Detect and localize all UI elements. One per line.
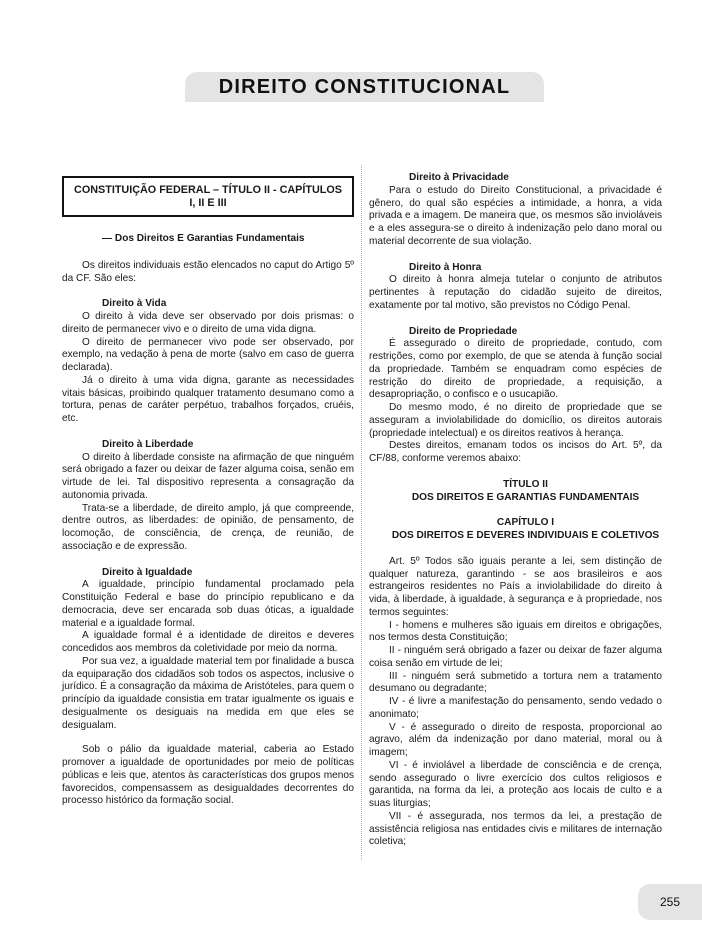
heading-propriedade: Direito de Propriedade — [409, 325, 518, 337]
inciso-item: I - homens e mulheres são iguais em direitos e obrigações, nos termos desta Constituição; — [369, 619, 662, 644]
paragraph: Destes direitos, emanam todos os incisos do Art. 5º, da CF/88, conforme veremos abaixo: — [369, 440, 662, 464]
paragraph: O direito à honra almeja tutelar o conjunto de atributos pertinentes à reputação do cidadão sujeito de direitos, exatamente por tal motivo, são previstos no Código Penal. — [369, 274, 662, 311]
inciso-item: IV - é livre a manifestação do pensamento, sendo vedado o anonimato; — [369, 696, 662, 720]
article-5: Art. 5º Todos são iguais perante a lei, sem distinção de qualquer natureza, garantindo - se aos brasileiros e aos estrangeiros residentes no País a inviolabilidade do direito à vida, à liberdade, à igualdade, à segurança e à propriedade, nos termos seguintes: — [369, 555, 662, 618]
paragraph: Trata-se a liberdade, de direito amplo, já que compreende, dentre outros, as liberdades: de opinião, de pensamento, de locomoção, de consciência, de crença, de reunião, de associação e de expressão. — [62, 502, 354, 552]
right-column — [369, 172, 662, 849]
paragraph: O direito à vida deve ser observado por dois prismas: o direito de permanecer vivo e o direito de uma vida digna. — [62, 311, 354, 335]
left-column — [62, 172, 354, 808]
paragraph: O direito à liberdade consiste na afirmação de que ninguém será obrigado a fazer ou deixar de fazer alguma coisa, senão em virtude de lei. Tal dispositivo representa a consagração da autonomia privada. — [62, 451, 354, 501]
paragraph: Já o direito à uma vida digna, garante as necessidades vitais básicas, proibindo qualquer tratamento desumano como a tortura, penas de caráter perpétuo, trabalhos forçados, cruéis, etc. — [62, 374, 354, 424]
paragraph: Do mesmo modo, é no direito de propriedade que se asseguram a inviolabilidade do domicílio, os direitos autorais (propriedade intelectual) e os direitos reativos à herança. — [369, 402, 662, 439]
section-title-box — [62, 176, 354, 217]
inciso-item: VII - é assegurada, nos termos da lei, a prestação de assistência religiosa nas entidades civis e militares de internação coletiva; — [369, 810, 662, 848]
inciso-item: II - ninguém será obrigado a fazer ou deixar de fazer alguma coisa senão em virtude de lei; — [369, 645, 662, 669]
capitulo-heading: CAPÍTULO I — [496, 517, 555, 529]
paragraph: É assegurado o direito de propriedade, contudo, com restrições, como por exemplo, de que se atenda à função social da propriedade. Também se enquadram como espécies de restrição do direito de propriedade, a requisição, a desapropriação, o confisco e o usucapião. — [369, 338, 662, 401]
paragraph: Por sua vez, a igualdade material tem por finalidade a busca da equiparação dos cidadãos sob todos os aspectos, inclusive o jurídico. É a consagração da máxima de Aristóteles, para quem o princípio da igualdade consistia em tratar igualmente os iguais e desigualmente os desiguais na medida em que eles se desigualam. — [62, 655, 354, 731]
heading-vida: Direito à Vida — [102, 298, 167, 310]
subtitle: — Dos Direitos E Garantias Fundamentais — [102, 233, 305, 244]
paragraph: Para o estudo do Direito Constitucional, a privacidade é gênero, do qual são espécies a intimidade, a honra, a vida privada e a imagem. De maneira que, os mesmos são invioláveis e a eles assegura-se o direito à indenização pelo dano moral ou material decorrente de sua violação. — [369, 184, 662, 247]
heading-igualdade: Direito à Igualdade — [102, 566, 193, 578]
titulo-subheading: DOS DIREITOS E GARANTIAS FUNDAMENTAIS — [411, 491, 640, 503]
paragraph: A igualdade, princípio fundamental proclamado pela Constituição Federal e base do princípio republicano e da democracia, deve ser encarada sob duas óticas, a igualdade material e a igualdade formal. — [62, 579, 354, 629]
heading-privacidade: Direito à Privacidade — [409, 172, 509, 183]
page-number-tab — [638, 884, 702, 920]
inciso-item: III - ninguém será submetido a tortura nem a tratamento desumano ou degradante; — [369, 670, 662, 695]
section-title: CONSTITUIÇÃO FEDERAL – TÍTULO II - CAPÍTULOS I, II E III — [74, 184, 342, 209]
inciso-item: VI - é inviolável a liberdade de consciência e de crença, sendo assegurado o livre exercício dos cultos religiosos e garantida, na forma da lei, a proteção aos locais de culto e a suas liturgias; — [369, 759, 662, 809]
heading-honra: Direito à Honra — [409, 261, 482, 273]
intro-paragraph: Os direitos individuais estão elencados no caput do Artigo 5º da CF. São eles: — [62, 259, 354, 284]
titulo-heading: TÍTULO II — [503, 478, 548, 490]
page-header — [185, 72, 544, 102]
paragraph: Sob o pálio da igualdade material, caberia ao Estado promover a igualdade de oportunidades por meio de políticas públicas e leis que, atentos às características dos grupos menos favorecidos, compensassem as desigualdades decorrentes do processo histórico da formação social. — [62, 744, 354, 807]
page-title: DIREITO CONSTITUCIONAL — [218, 75, 511, 98]
page-number: 255 — [659, 895, 681, 909]
capitulo-subheading: DOS DIREITOS E DEVERES INDIVIDUAIS E COLETIVOS — [391, 530, 660, 541]
inciso-item: V - é assegurado o direito de resposta, proporcional ao agravo, além da indenização por dano material, moral ou à imagem; — [369, 721, 662, 758]
paragraph: O direito de permanecer vivo pode ser observado, por exemplo, na vedação à pena de morte (salvo em caso de guerra declarada). — [62, 336, 354, 373]
column-divider — [361, 165, 362, 860]
paragraph: A igualdade formal é a identidade de direitos e deveres concedidos aos membros da coletividade por meio da norma. — [62, 630, 354, 654]
heading-liberdade: Direito à Liberdade — [102, 438, 194, 450]
